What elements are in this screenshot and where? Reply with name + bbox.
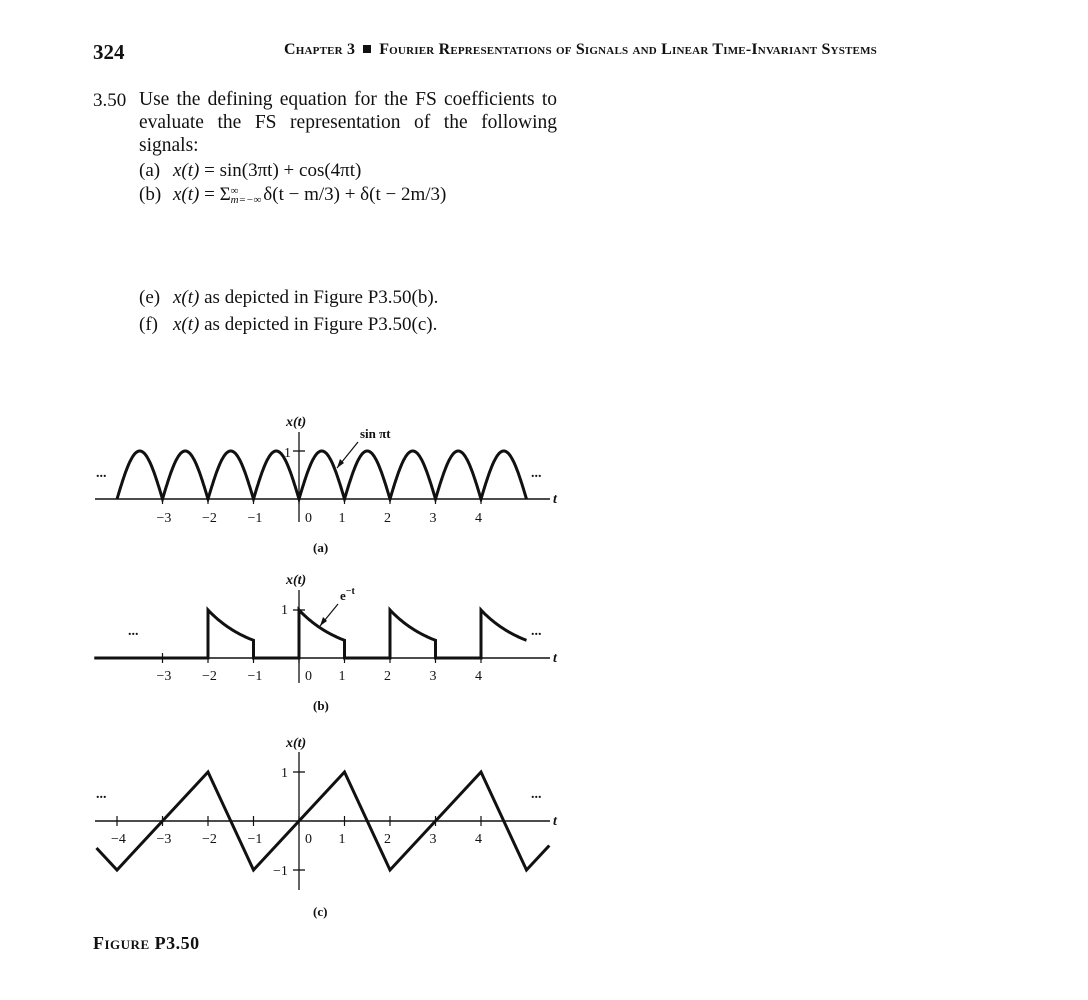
x-tick-label: 2: [384, 669, 391, 684]
chapter-label: Chapter 3: [284, 41, 356, 58]
x-tick-label: −1: [247, 832, 263, 847]
x-tick-label: 4: [475, 832, 482, 847]
sum-symbol: Σ: [219, 184, 231, 205]
x-tick-label: 1: [338, 511, 346, 526]
left-ellipsis: ...: [96, 466, 107, 481]
y-tick-label: −1: [273, 864, 288, 879]
y-axis-label: x(t): [286, 415, 307, 430]
y-tick-label: 1: [281, 766, 288, 781]
x-tick-label: 0: [305, 669, 312, 684]
annotation-base: e: [340, 588, 346, 603]
y-axis-label: x(t): [286, 573, 307, 588]
part-label: (e): [139, 287, 161, 308]
x-tick-label: −4: [111, 832, 126, 847]
part-lhs: x(t): [173, 160, 200, 181]
x-tick-label: 3: [429, 832, 437, 847]
x-axis-label: t: [553, 814, 557, 829]
y-tick-label: 1: [281, 603, 288, 618]
x-tick-labels: [157, 669, 483, 684]
x-tick-label: 3: [429, 511, 437, 526]
part-b: (b) x(t) = Σ ∞ m=−∞ δ(t − m/3) + δ(t − 2m/3): [139, 184, 447, 206]
part-rhs: = sin(3πt) + cos(4πt): [204, 160, 362, 181]
figure-a: [95, 415, 558, 555]
part-label: (f): [139, 314, 158, 335]
figure-caption: Figure P3.50: [93, 933, 200, 953]
x-tick-label: 0: [305, 511, 312, 526]
part-lhs: x(t): [173, 184, 200, 205]
left-ellipsis: ...: [96, 787, 107, 802]
y-tick-label: 1: [284, 446, 291, 461]
part-label: (a): [139, 160, 161, 181]
x-tick-label: 3: [429, 669, 437, 684]
x-tick-label: 2: [384, 511, 391, 526]
rectified-sine-waveform: [117, 451, 527, 499]
part-label: (b): [139, 184, 162, 205]
x-tick-label: 2: [384, 832, 391, 847]
y-axis-label: x(t): [286, 736, 307, 751]
x-tick-label: 0: [305, 832, 312, 847]
x-tick-label: −3: [156, 832, 172, 847]
x-tick-label: 1: [338, 669, 346, 684]
x-tick-label: −3: [156, 669, 172, 684]
waveform-annotation: sin πt: [360, 426, 391, 441]
figure-c: [95, 736, 558, 919]
x-tick-label: 1: [338, 832, 346, 847]
x-tick-label: −2: [202, 511, 217, 526]
annotation-exponent: −t: [345, 586, 355, 597]
x-tick-labels: [157, 511, 483, 526]
x-tick-labels: [111, 832, 482, 847]
waveform-annotation: [340, 586, 355, 603]
part-rhs: as depicted in Figure P3.50(c).: [204, 314, 438, 335]
figure-c-caption: (c): [313, 904, 328, 919]
chapter-title: Fourier Representations of Signals and Linear Time-Invariant Systems: [379, 41, 877, 58]
figure-b-caption: (b): [313, 698, 329, 713]
right-ellipsis: ...: [531, 787, 542, 802]
problem-number: 3.50: [93, 90, 127, 111]
x-tick-label: 4: [475, 511, 482, 526]
x-axis-label: t: [553, 651, 557, 666]
figure-b: [94, 573, 558, 713]
part-rhs: δ(t − m/3) + δ(t − 2m/3): [263, 184, 447, 205]
x-tick-label: −2: [202, 669, 217, 684]
figure-a-caption: (a): [313, 540, 329, 555]
problem-statement: Use the defining equation for the FS coefficients to evaluate the FS representation of the following signals:: [139, 89, 557, 156]
x-axis-label: t: [553, 492, 557, 507]
x-tick-label: −1: [247, 669, 263, 684]
x-tick-label: −1: [247, 511, 263, 526]
decaying-exponential-waveform: [94, 610, 526, 658]
sum-lower-limit: m=−∞: [230, 193, 262, 206]
x-tick-label: −2: [202, 832, 217, 847]
right-ellipsis: ...: [531, 466, 542, 481]
left-ellipsis: ...: [128, 624, 139, 639]
sum-upper-limit: ∞: [230, 184, 239, 197]
part-lhs: x(t): [173, 287, 200, 308]
page-number: 324: [93, 40, 125, 64]
part-lhs: x(t): [173, 314, 200, 335]
x-tick-label: 4: [475, 669, 482, 684]
right-ellipsis: ...: [531, 624, 542, 639]
part-rhs: as depicted in Figure P3.50(b).: [204, 287, 439, 308]
x-tick-label: −3: [156, 511, 172, 526]
